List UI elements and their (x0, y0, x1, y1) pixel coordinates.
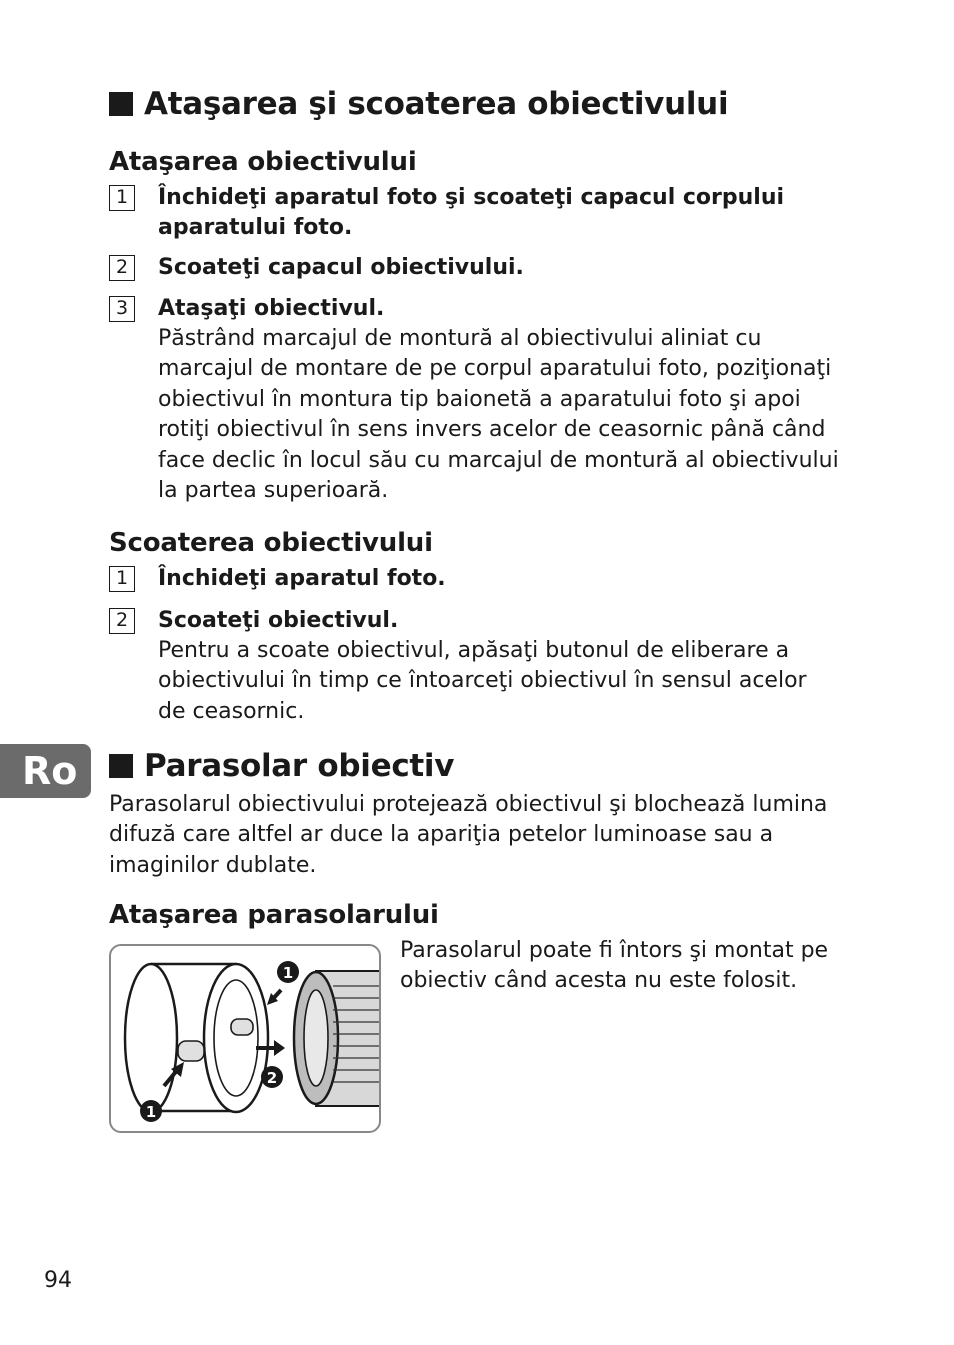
lens-hood-illustration (109, 944, 381, 1133)
remove-step-1 (109, 564, 849, 594)
subheading-attach-hood: Ataşarea parasolarului (109, 900, 439, 930)
step-description-line: obiectivul în montura tip baionetă a aparatului foto şi apoi (158, 386, 801, 412)
arrow-slide-head (274, 1040, 285, 1056)
step-title: Ataşaţi obiectivul. (158, 296, 385, 321)
attach-step-3 (109, 294, 849, 506)
step-number: 3 (109, 296, 135, 322)
step-description-line: marcajul de montare de pe corpul aparatului foto, poziţionaţi (158, 356, 832, 382)
callout-1-top-label: 1 (282, 964, 294, 982)
intro-line: Parasolarul obiectivului protejează obiectivul şi blochează lumina (109, 792, 828, 817)
section-title-text: Ataşarea şi scoaterea obiectivului (144, 86, 729, 122)
lens-hood-intro (109, 790, 849, 881)
step-description-line: Păstrând marcajul de montură al obiectivului aliniat cu (158, 326, 762, 351)
lens-hood-drawing (111, 946, 379, 1131)
subheading-attach-lens: Ataşarea obiectivului (109, 147, 417, 177)
square-bullet-icon (109, 92, 133, 116)
step-title-line: Închideţi aparatul foto şi scoateţi capacul corpului (158, 185, 785, 210)
figure-caption (400, 936, 850, 997)
step-description-line: la partea superioară. (158, 478, 389, 504)
callout-1-bottom-label: 1 (145, 1103, 157, 1121)
step-description-line: Pentru a scoate obiectivul, apăsaţi butonul de eliberare a (158, 638, 790, 663)
page-number: 94 (44, 1268, 72, 1293)
section-title-text: Parasolar obiectiv (144, 748, 455, 784)
step-title: Scoateţi obiectivul. (158, 608, 399, 633)
step-description-line: rotiţi obiectivul în sens invers acelor de ceasornic până când (158, 417, 826, 443)
language-tab (0, 744, 91, 798)
step-description-line: de ceasornic. (158, 698, 305, 724)
step-number: 2 (109, 608, 135, 634)
hood-inner-ring (214, 980, 258, 1096)
hood-front-rim (125, 964, 177, 1112)
hood-mount-mark (231, 1019, 253, 1035)
step-title: Scoateţi capacul obiectivului. (158, 255, 524, 280)
caption-line: Parasolarul poate fi întors şi montat pe (400, 938, 829, 963)
caption-line: obiectiv când acesta nu este folosit. (400, 968, 798, 994)
section-title-attach-remove (109, 86, 728, 122)
language-tab-label: Ro (22, 749, 78, 793)
attach-step-1 (109, 183, 849, 243)
intro-line: imaginilor dublate. (109, 852, 317, 878)
step-number: 2 (109, 255, 135, 281)
step-number: 1 (109, 185, 135, 211)
callout-2-label: 2 (266, 1069, 278, 1087)
hood-index-mark (178, 1041, 204, 1061)
step-title: Închideţi aparatul foto. (158, 566, 446, 591)
step-title-line: aparatului foto. (158, 215, 353, 240)
step-number: 1 (109, 566, 135, 592)
attach-step-2 (109, 253, 849, 283)
square-bullet-icon (109, 754, 133, 778)
remove-step-2 (109, 606, 849, 727)
subheading-remove-lens: Scoaterea obiectivului (109, 528, 433, 558)
lens-front-glass (304, 990, 328, 1086)
step-description-line: face declic în locul său cu marcajul de montură al obiectivului (158, 447, 839, 473)
intro-line: difuză care altfel ar duce la apariţia petelor luminoase sau a (109, 822, 774, 848)
section-title-lens-hood (109, 748, 454, 784)
step-description-line: obiectivului în timp ce întoarceţi obiectivul în sensul acelor (158, 668, 807, 694)
